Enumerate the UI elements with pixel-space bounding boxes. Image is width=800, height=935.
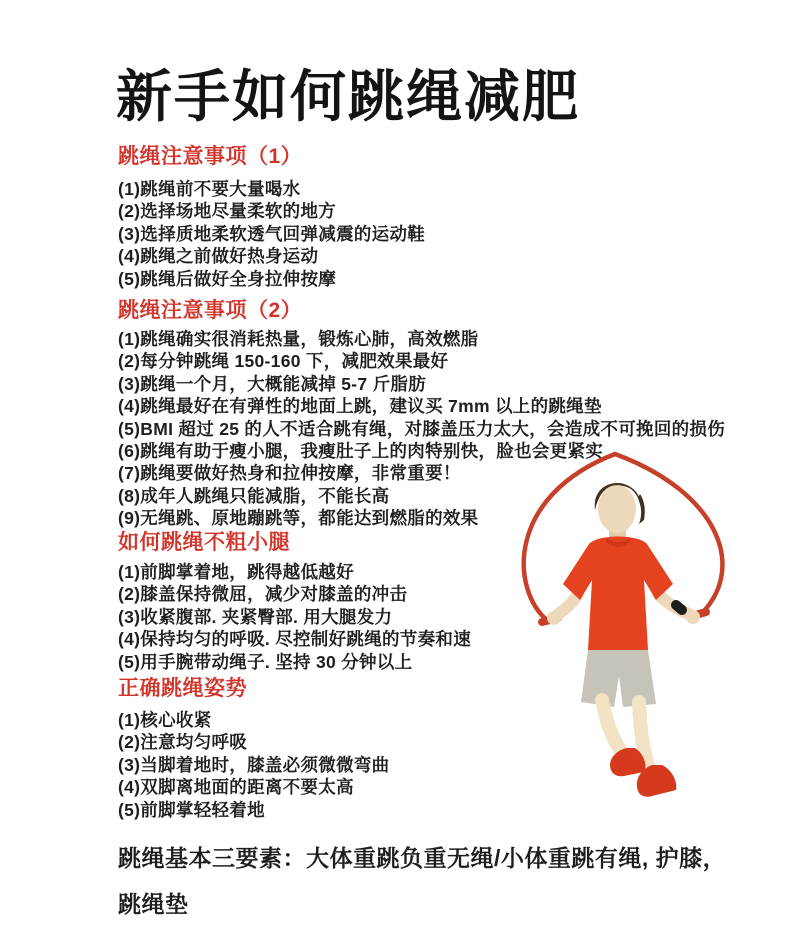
list-item: (3)当脚着地时，膝盖必须微微弯曲 [118, 754, 390, 775]
list-item: (1)核心收紧 [118, 710, 212, 730]
hand-left [547, 611, 561, 625]
list-item: (2)膝盖保持微屈，减少对膝盖的冲击 [118, 584, 408, 605]
section-heading-notes-1: 跳绳注意事项（1） [118, 145, 303, 168]
list-item: (1)跳绳前不要大量喝水 [118, 179, 301, 199]
list-item: (4)保持均匀的呼吸. 尽控制好跳绳的节奏和速 [118, 629, 472, 650]
arm-left [557, 594, 578, 615]
shirt [563, 537, 673, 651]
section-heading-slim-calves: 如何跳绳不粗小腿 [118, 531, 290, 554]
list-item: (7)跳绳要做好热身和拉伸按摩，非常重要！ [118, 463, 461, 484]
list-item: (5)前脚掌轻轻着地 [118, 799, 265, 820]
footer-line-1: 跳绳基本三要素：大体重跳负重无绳/小体重跳有绳, 护膝， [118, 845, 727, 871]
list-item: (3)跳绳一个月，大概能减掉 5-7 斤脂肪 [118, 373, 427, 394]
list-item: (1)前脚掌着地，跳得越低越好 [118, 562, 354, 582]
list-item: (2)选择场地尽量柔软的地方 [118, 201, 337, 222]
footer-line-2: 跳绳垫 [118, 891, 189, 917]
jump-rope-illustration [490, 438, 758, 816]
list-item: (3)选择质地柔软透气回弹减震的运动鞋 [118, 223, 426, 244]
list-item: (5)BMI 超过 25 的人不适合跳有绳，对膝盖压力太大，会造成不可挽回的损伤 [118, 418, 726, 439]
hand-right [686, 610, 700, 624]
section-heading-correct-posture: 正确跳绳姿势 [118, 677, 247, 700]
list-item: (5)用手腕带动绳子. 坚持 30 分钟以上 [118, 651, 413, 672]
hair-side [638, 494, 645, 524]
wristband [676, 605, 682, 610]
list-item: (6)跳绳有助于瘦小腿，我瘦肚子上的肉特别快，脸也会更紧实 [118, 441, 604, 462]
list-item: (5)跳绳后做好全身拉伸按摩 [118, 268, 337, 289]
section-heading-notes-2: 跳绳注意事项（2） [118, 299, 303, 322]
page-title: 新手如何跳绳减肥 [116, 65, 580, 128]
list-item: (4)跳绳之前做好热身运动 [118, 246, 319, 267]
section-list-slim-calves [118, 561, 471, 673]
list-item: (9)无绳跳、原地蹦跳等，都能达到燃脂的效果 [118, 508, 479, 529]
face [598, 485, 636, 533]
list-item: (2)每分钟跳绳 150-160 下，减肥效果最好 [118, 351, 449, 372]
list-item: (3)收紧腹部. 夹紧臀部. 用大腿发力 [118, 606, 393, 627]
list-item: (4)跳绳最好在有弹性的地面上跳，建议买 7mm 以上的跳绳垫 [118, 396, 602, 417]
list-item: (1)跳绳确实很消耗热量，锻炼心肺，高效燃脂 [118, 329, 479, 349]
leg-left [602, 700, 624, 755]
section-list-notes-1 [118, 178, 425, 290]
section-list-correct-posture [118, 709, 390, 821]
list-item: (4)双脚离地面的距离不要太高 [118, 777, 354, 798]
list-item: (8)成年人跳绳只能减脂，不能长高 [118, 485, 390, 506]
list-item: (2)注意均匀呼吸 [118, 732, 248, 753]
